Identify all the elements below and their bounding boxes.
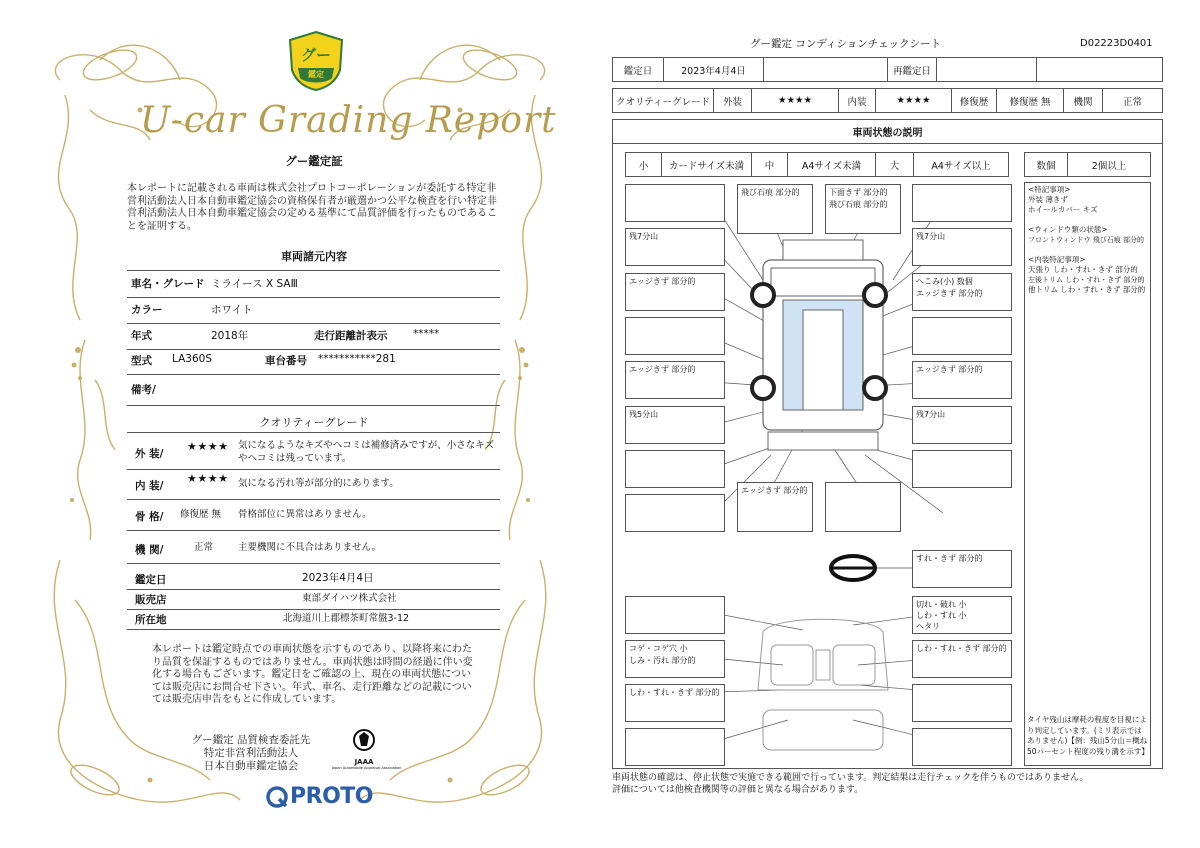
inspection-location-label: 所在地	[135, 614, 167, 626]
steering-wheel-icon	[831, 556, 875, 580]
remarks-special	[1028, 185, 1147, 215]
inspection-dealer-label: 販売店	[135, 594, 167, 606]
legend-medium: 中	[752, 153, 788, 176]
box-seat-left	[625, 640, 725, 678]
quality-engine-value: 正常	[194, 542, 214, 553]
spec-row-year	[127, 328, 500, 350]
box-left-6	[625, 494, 725, 532]
remarks-window-1: フロントウィンドウ 飛び石痕 部分的	[1028, 236, 1145, 244]
legend-large-desc: A4サイズ以上	[931, 160, 991, 172]
car-topview-icon	[752, 240, 886, 450]
reinspect-blank	[1037, 58, 1162, 81]
remarks-special-head: <特記事項>	[1028, 185, 1071, 194]
box-front-lower-line1: 下面きず 部分的	[829, 188, 888, 197]
grade-exterior-stars: ★★★★	[752, 89, 839, 112]
box-left-3	[625, 317, 725, 355]
proto-logo-text: PROTO	[290, 784, 373, 809]
jaaa-logo	[332, 728, 402, 770]
box-tire-front-left: 残7分山	[625, 228, 725, 266]
legend-count-desc: 2個以上	[1091, 160, 1127, 172]
spec-mileage-label: 走行距離計表示	[314, 330, 388, 342]
grade-exterior-label: 外装	[714, 89, 752, 112]
certificate-intro: 本レポートに記載される車両は株式会社プロトコーポレーションが委託する特定非営利活動法人日本自動車鑑定協会の資格保有者が厳選かつ公平な検査を行い特定非営利活動法人日本自動車鑑定協会の定める基準にて品質評価を行ったものであることを証明する。	[127, 183, 497, 232]
spec-name-value: ミライース X SAⅢ	[211, 278, 298, 290]
legend-large: 大	[876, 153, 914, 176]
tire-note: タイヤ残山は摩耗の程度を目視により判定しています。(ミリ表示ではありません)【例：残山5分山＝概ね50パーセント程度の残り溝を示す】	[1027, 715, 1149, 756]
box-seat-right-front-line3: ヘタリ	[916, 622, 940, 631]
box-right-1	[912, 184, 1012, 222]
box-tire-front-right: 残7分山	[912, 228, 1012, 266]
quality-interior-label: 内 装/	[135, 480, 164, 492]
box-right-7	[912, 684, 1012, 722]
badge-goo-text: グー	[300, 46, 332, 64]
inspection-row-date	[127, 570, 500, 590]
quality-top-rule	[127, 432, 500, 433]
inspection-row-location	[127, 610, 500, 630]
vehicle-condition-panel	[612, 119, 1163, 769]
box-seat-left-line2: しみ・汚れ 部分的	[629, 656, 696, 665]
spec-row-model	[127, 353, 500, 375]
jaaa-emblem-icon	[352, 728, 376, 754]
date-label: 鑑定日	[613, 58, 664, 81]
quality-engine-text: 主要機関に不具合はありません。	[238, 542, 382, 553]
box-left-1	[625, 184, 725, 222]
quality-interior-stars: ★★★★	[187, 472, 229, 485]
sheet-footer-line1: 車両状態の確認は、停止状態で実施できる範囲で行っています。判定結果は走行チェックを伴うものではありません。	[612, 773, 1089, 783]
grade-engine-label: 機関	[1064, 89, 1103, 112]
reinspect-value	[937, 58, 1037, 81]
footer-line-2: 特定非営利活動法人	[203, 747, 299, 759]
spec-row-name	[127, 276, 500, 298]
quality-engine-label: 機 関/	[135, 544, 164, 556]
remarks-box	[1024, 182, 1151, 766]
box-right-5	[912, 450, 1012, 488]
certificate-subtitle: グー鑑定証	[285, 154, 343, 168]
document-id: D02223D0401	[1080, 38, 1153, 49]
remarks-interior-head: <内装特記事項>	[1028, 255, 1086, 264]
legend-count: 数個	[1025, 153, 1068, 176]
box-seat-left-line1: コゲ・コゲ穴 小	[629, 644, 688, 653]
legend-small: 小	[626, 153, 662, 176]
jaaa-full-name: Japan Automobile Appraisal Association	[332, 766, 402, 770]
box-left-7	[625, 596, 725, 634]
box-left-front-side: エッジきず 部分的	[625, 273, 725, 311]
certificate-disclaimer: 本レポートは鑑定時点での車両状態を示すものであり、以降将来にわたり品質を保証するものではありません。車両状態は時間の経過に伴い変化する場合もございます。鑑定日をご確認の上、現在の車両状態については販売店にお問合せ下さい。年式、車名、走行距離などの記載については販売店申告をもとに作成しています。	[152, 644, 473, 705]
spec-top-rule	[127, 270, 500, 271]
grade-engine-value: 正常	[1122, 96, 1142, 108]
remarks-window-head: <ウィンドウ類の状態>	[1028, 225, 1108, 234]
date-table	[612, 57, 1163, 82]
spec-model-value: LA360S	[172, 353, 212, 365]
goo-kantei-badge	[286, 30, 346, 92]
grade-repair-value: 修復歴 無	[997, 89, 1064, 112]
box-rear-right	[825, 482, 901, 532]
box-rear-center: エッジきず 部分的	[737, 482, 813, 532]
badge-shield-icon	[286, 30, 346, 92]
panel-title: 車両状態の説明	[613, 120, 1162, 144]
box-front-lower-line2: 飛び石痕 部分的	[829, 200, 888, 209]
sheet-footer-line2: 評価については他検査機関等の評価と異なる場合があります。	[612, 785, 864, 795]
box-right-rear-side: エッジきず 部分的	[912, 361, 1012, 399]
spec-row-remarks	[127, 380, 500, 406]
quality-frame-value: 修復歴 無	[180, 509, 222, 520]
grade-interior-stars: ★★★★	[876, 89, 952, 112]
box-seat-right-front-line2: しわ・すれ 小	[916, 611, 967, 620]
box-left-rear-side: エッジきず 部分的	[625, 361, 725, 399]
remarks-interior	[1028, 255, 1147, 295]
spec-year-label: 年式	[131, 330, 152, 342]
spec-heading: 車両諸元内容	[281, 250, 347, 263]
remarks-window	[1028, 225, 1147, 245]
inspection-row-dealer	[127, 590, 500, 610]
quality-heading: クオリティーグレード	[259, 416, 369, 429]
quality-row-frame	[127, 505, 500, 531]
report-script-title: U-car Grading Report	[140, 100, 557, 141]
box-seat-right-front	[912, 596, 1012, 634]
quality-frame-text: 骨格部位に異常はありません。	[238, 509, 372, 520]
spec-year-value: 2018年	[211, 330, 249, 342]
proto-mark-icon	[266, 786, 288, 808]
legend-small-desc: カードサイズ未満	[662, 153, 752, 176]
footer-line-3: 日本自動車鑑定協会	[203, 760, 299, 772]
date-value: 2023年4月4日	[664, 58, 764, 81]
inspection-dealer-value: 東部ダイハツ株式会社	[302, 593, 397, 604]
box-right-8	[912, 728, 1012, 766]
condition-check-sheet	[600, 0, 1200, 848]
remarks-interior-3: 他トリム しわ・すれ・きず 部分的	[1028, 285, 1146, 294]
quality-exterior-text: 気になるようなキズやヘコミは補修済みですが、小さなキズやヘコミは残っています。	[238, 440, 495, 464]
car-interior-icon	[758, 619, 888, 750]
quality-row-interior	[127, 472, 500, 500]
box-right-3	[912, 317, 1012, 355]
spec-chassis-value: ***********281	[318, 353, 396, 365]
footer-line-1: グー鑑定 品質検査委託先	[191, 734, 311, 746]
sheet-title: グー鑑定 コンディションチェックシート	[750, 38, 941, 50]
remarks-special-2: ホイールカバー キズ	[1028, 205, 1098, 214]
spec-chassis-label: 車台番号	[265, 355, 307, 367]
spec-remarks-label: 備考/	[131, 384, 156, 396]
remarks-interior-2: 左後トリム しわ・すれ・きず 部分的	[1028, 276, 1145, 284]
badge-kantei-text: 鑑定	[308, 70, 324, 79]
quality-exterior-stars: ★★★★	[187, 440, 229, 453]
reinspect-label: 再鑑定日	[888, 58, 937, 81]
proto-logo	[266, 784, 376, 810]
inspection-date-label: 鑑定日	[135, 574, 167, 586]
quality-interior-text: 気になる汚れ等が部分的にあります。	[238, 478, 399, 489]
box-left-8	[625, 728, 725, 766]
spec-color-value: ホワイト	[211, 304, 253, 316]
sheet-footer-note	[612, 772, 1172, 796]
quality-row-engine	[127, 538, 500, 564]
quality-exterior-label: 外 装/	[135, 448, 164, 460]
remarks-special-1: 外装 薄きず	[1028, 195, 1068, 204]
spec-mileage-value: *****	[413, 328, 440, 340]
spec-color-label: カラー	[131, 304, 163, 316]
box-right-front-side	[912, 273, 1012, 311]
quality-row-exterior	[127, 438, 500, 470]
box-front-lower	[825, 184, 901, 234]
grade-repair-label: 修復歴	[952, 89, 997, 112]
inspection-location-value: 北海道川上郡標茶町常盤3-12	[283, 613, 410, 624]
box-left-5	[625, 450, 725, 488]
inspection-date-value: 2023年4月4日	[302, 572, 374, 584]
quality-frame-label: 骨 格/	[135, 511, 164, 523]
box-seat-right: しわ・すれ・きず 部分的	[912, 640, 1012, 678]
grade-interior-label: 内装	[839, 89, 876, 112]
box-steering: すれ・きず 部分的	[912, 550, 1012, 588]
box-tire-rear-right: 残7分山	[912, 406, 1012, 444]
box-right-front-line1: へこみ(小) 数個	[916, 277, 973, 286]
grade-table	[612, 88, 1163, 113]
box-front-chip: 飛び石痕 部分的	[737, 184, 813, 234]
spec-row-color	[127, 302, 500, 324]
box-seat-left-rear: しわ・すれ・きず 部分的	[625, 684, 725, 722]
box-tire-rear-left: 残5分山	[625, 406, 725, 444]
box-seat-right-front-line1: 切れ・破れ 小	[916, 600, 967, 609]
legend-medium-desc: A4サイズ未満	[788, 153, 876, 176]
spec-name-label: 車名・グレード	[131, 278, 205, 290]
box-right-front-line2: エッジきず 部分的	[916, 289, 983, 298]
spec-model-label: 型式	[131, 355, 152, 367]
date-blank	[764, 58, 888, 81]
association-footer	[176, 734, 326, 773]
grade-label: クオリティーグレード	[613, 89, 714, 112]
jaaa-name: JAAA	[354, 758, 374, 766]
remarks-interior-1: 天張り しわ・すれ・きず 部分的	[1028, 265, 1138, 274]
